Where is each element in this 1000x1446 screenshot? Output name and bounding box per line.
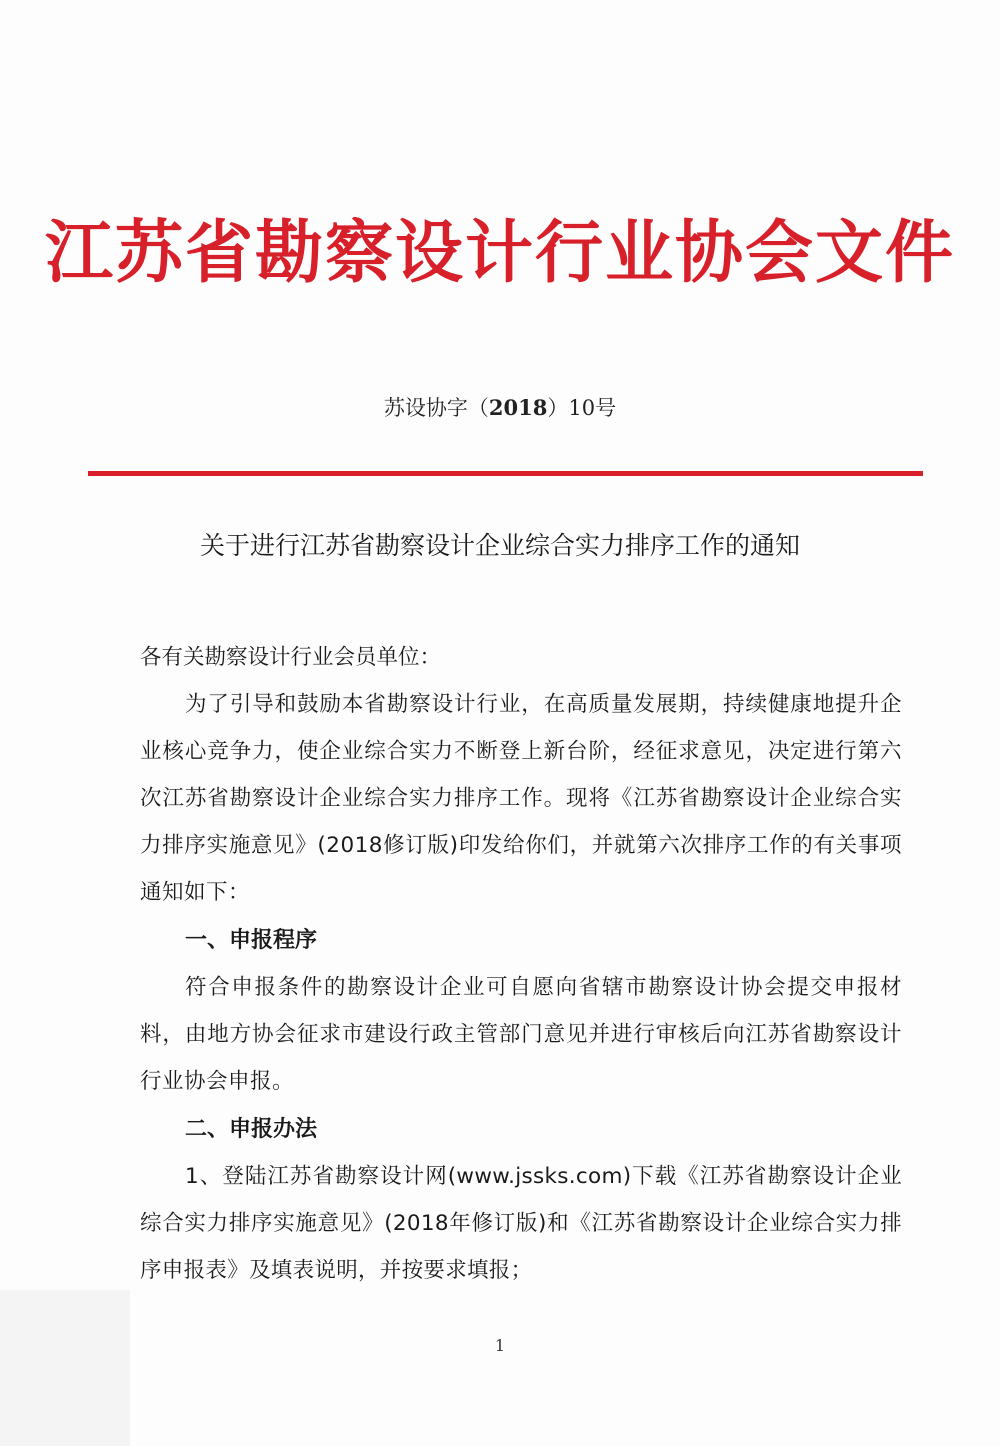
document-number-suffix: ）10号 — [547, 396, 617, 420]
document-number-year: 2018 — [488, 395, 548, 420]
document-number — [0, 392, 1000, 424]
salutation: 各有关勘察设计行业会员单位： — [140, 645, 442, 670]
page-number: 1 — [494, 1336, 506, 1355]
red-header-rule — [88, 471, 923, 476]
section1-heading: 一、申报程序 — [185, 928, 318, 953]
document-number-prefix: 苏设协字（ — [383, 396, 489, 420]
section2-heading: 二、申报办法 — [185, 1117, 318, 1142]
intro-paragraph: 为了引导和鼓励本省勘察设计行业，在高质量发展期，持续健康地提升企业核心竞争力，使企业综合实力不断登上新台阶，经征求意见，决定进行第六次江苏省勘察设计企业综合实力排序工作。现将《江苏省勘察设计企业综合实力排序实施意见》(2018修订版)印发给你们，并就第六次排序工作的有关事项通知如下： — [140, 692, 902, 905]
section2-item1: 1、登陆江苏省勘察设计网(www.jssks.com)下载《江苏省勘察设计企业综合实力排序实施意见》(2018年修订版)和《江苏省勘察设计企业综合实力排序申报表》及填表说明，并按要求填报； — [140, 1164, 902, 1283]
notice-title: 关于进行江苏省勘察设计企业综合实力排序工作的通知 — [199, 531, 800, 560]
letterhead-title: 江苏省勘察设计行业协会文件 — [44, 213, 955, 293]
section1-body: 符合申报条件的勘察设计企业可自愿向省辖市勘察设计协会提交申报材料，由地方协会征求市建设行政主管部门意见并进行审核后向江苏省勘察设计行业协会申报。 — [140, 975, 902, 1094]
scan-shadow — [0, 1290, 130, 1446]
